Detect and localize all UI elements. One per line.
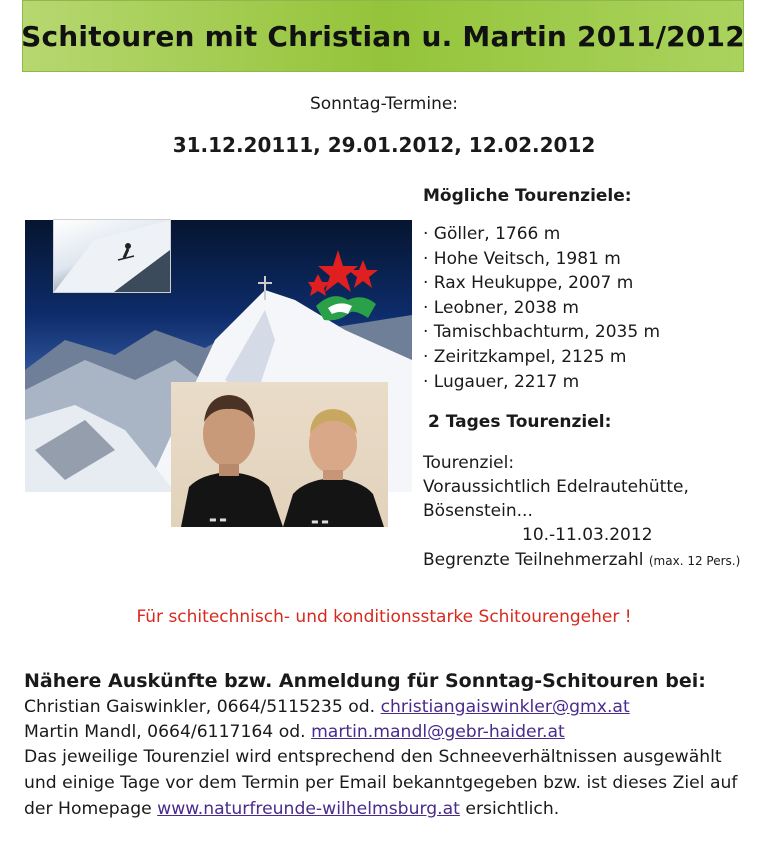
contact-christian-text: Christian Gaiswinkler, 0664/5115235 od.	[24, 697, 381, 717]
two-day-heading: 2 Tages Tourenziel:	[428, 412, 612, 432]
contact-martin	[24, 722, 565, 742]
christian-email-link[interactable]: christiangaiswinkler@gmx.at	[380, 697, 630, 717]
naturfreunde-logo-icon	[308, 248, 383, 326]
tour-goals-heading: Mögliche Tourenziele:	[423, 186, 632, 206]
svg-text:▬ ▬: ▬ ▬	[311, 517, 329, 526]
two-men-icon	[171, 382, 388, 527]
two-day-line-2: Voraussichtlich Edelrautehütte,	[423, 477, 689, 497]
contact-christian	[24, 697, 630, 717]
list-item: · Tamischbachturm, 2035 m	[423, 322, 661, 343]
title-banner	[22, 0, 744, 72]
skier-inset-photo	[53, 219, 171, 293]
target-audience-notice: Für schitechnisch- und konditionsstarke Schitourengeher !	[136, 607, 632, 627]
two-day-line-3: Bösenstein...	[423, 501, 533, 521]
sunday-label: Sonntag-Termine:	[309, 94, 459, 114]
info-line-3	[24, 799, 559, 819]
list-item: · Göller, 1766 m	[423, 224, 561, 244]
skier-icon	[54, 220, 170, 292]
info-line-2: und einige Tage vor dem Termin per Email bekanntgegeben bzw. ist dieses Ziel auf	[24, 773, 738, 793]
homepage-link[interactable]: www.naturfreunde-wilhelmsburg.at	[157, 799, 460, 819]
sunday-dates: 31.12.20111, 29.01.2012, 12.02.2012	[172, 133, 596, 157]
homepage-prefix: der Homepage	[24, 799, 158, 819]
page-title: Schitouren mit Christian u. Martin 2011/2012	[21, 19, 745, 53]
participant-limit-note: (max. 12 Pers.)	[648, 554, 741, 568]
contact-martin-text: Martin Mandl, 0664/6117164 od.	[24, 722, 312, 742]
two-day-line-1: Tourenziel:	[423, 453, 515, 473]
participant-limit	[423, 550, 740, 570]
homepage-suffix: ersichtlich.	[459, 799, 560, 819]
martin-email-link[interactable]: martin.mandl@gebr-haider.at	[311, 722, 565, 742]
guides-portrait	[171, 382, 388, 527]
info-line-1: Das jeweilige Tourenziel wird entsprechend den Schneeverhältnissen ausgewählt	[24, 747, 722, 767]
list-item: · Lugauer, 2217 m	[423, 371, 580, 392]
two-day-date: 10.-11.03.2012	[522, 525, 653, 545]
list-item: · Zeiritzkampel, 2125 m	[423, 346, 627, 367]
list-item: · Leobner, 2038 m	[423, 297, 579, 318]
tour-goals-list	[423, 222, 660, 394]
participant-limit-text: Begrenzte Teilnehmerzahl	[423, 550, 644, 570]
list-item: · Hohe Veitsch, 1981 m	[423, 248, 621, 269]
list-item: · Rax Heukuppe, 2007 m	[423, 273, 634, 294]
svg-text:▬ ▬: ▬ ▬	[209, 515, 227, 524]
contact-heading: Nähere Auskünfte bzw. Anmeldung für Sonntag-Schitouren bei:	[24, 670, 706, 692]
